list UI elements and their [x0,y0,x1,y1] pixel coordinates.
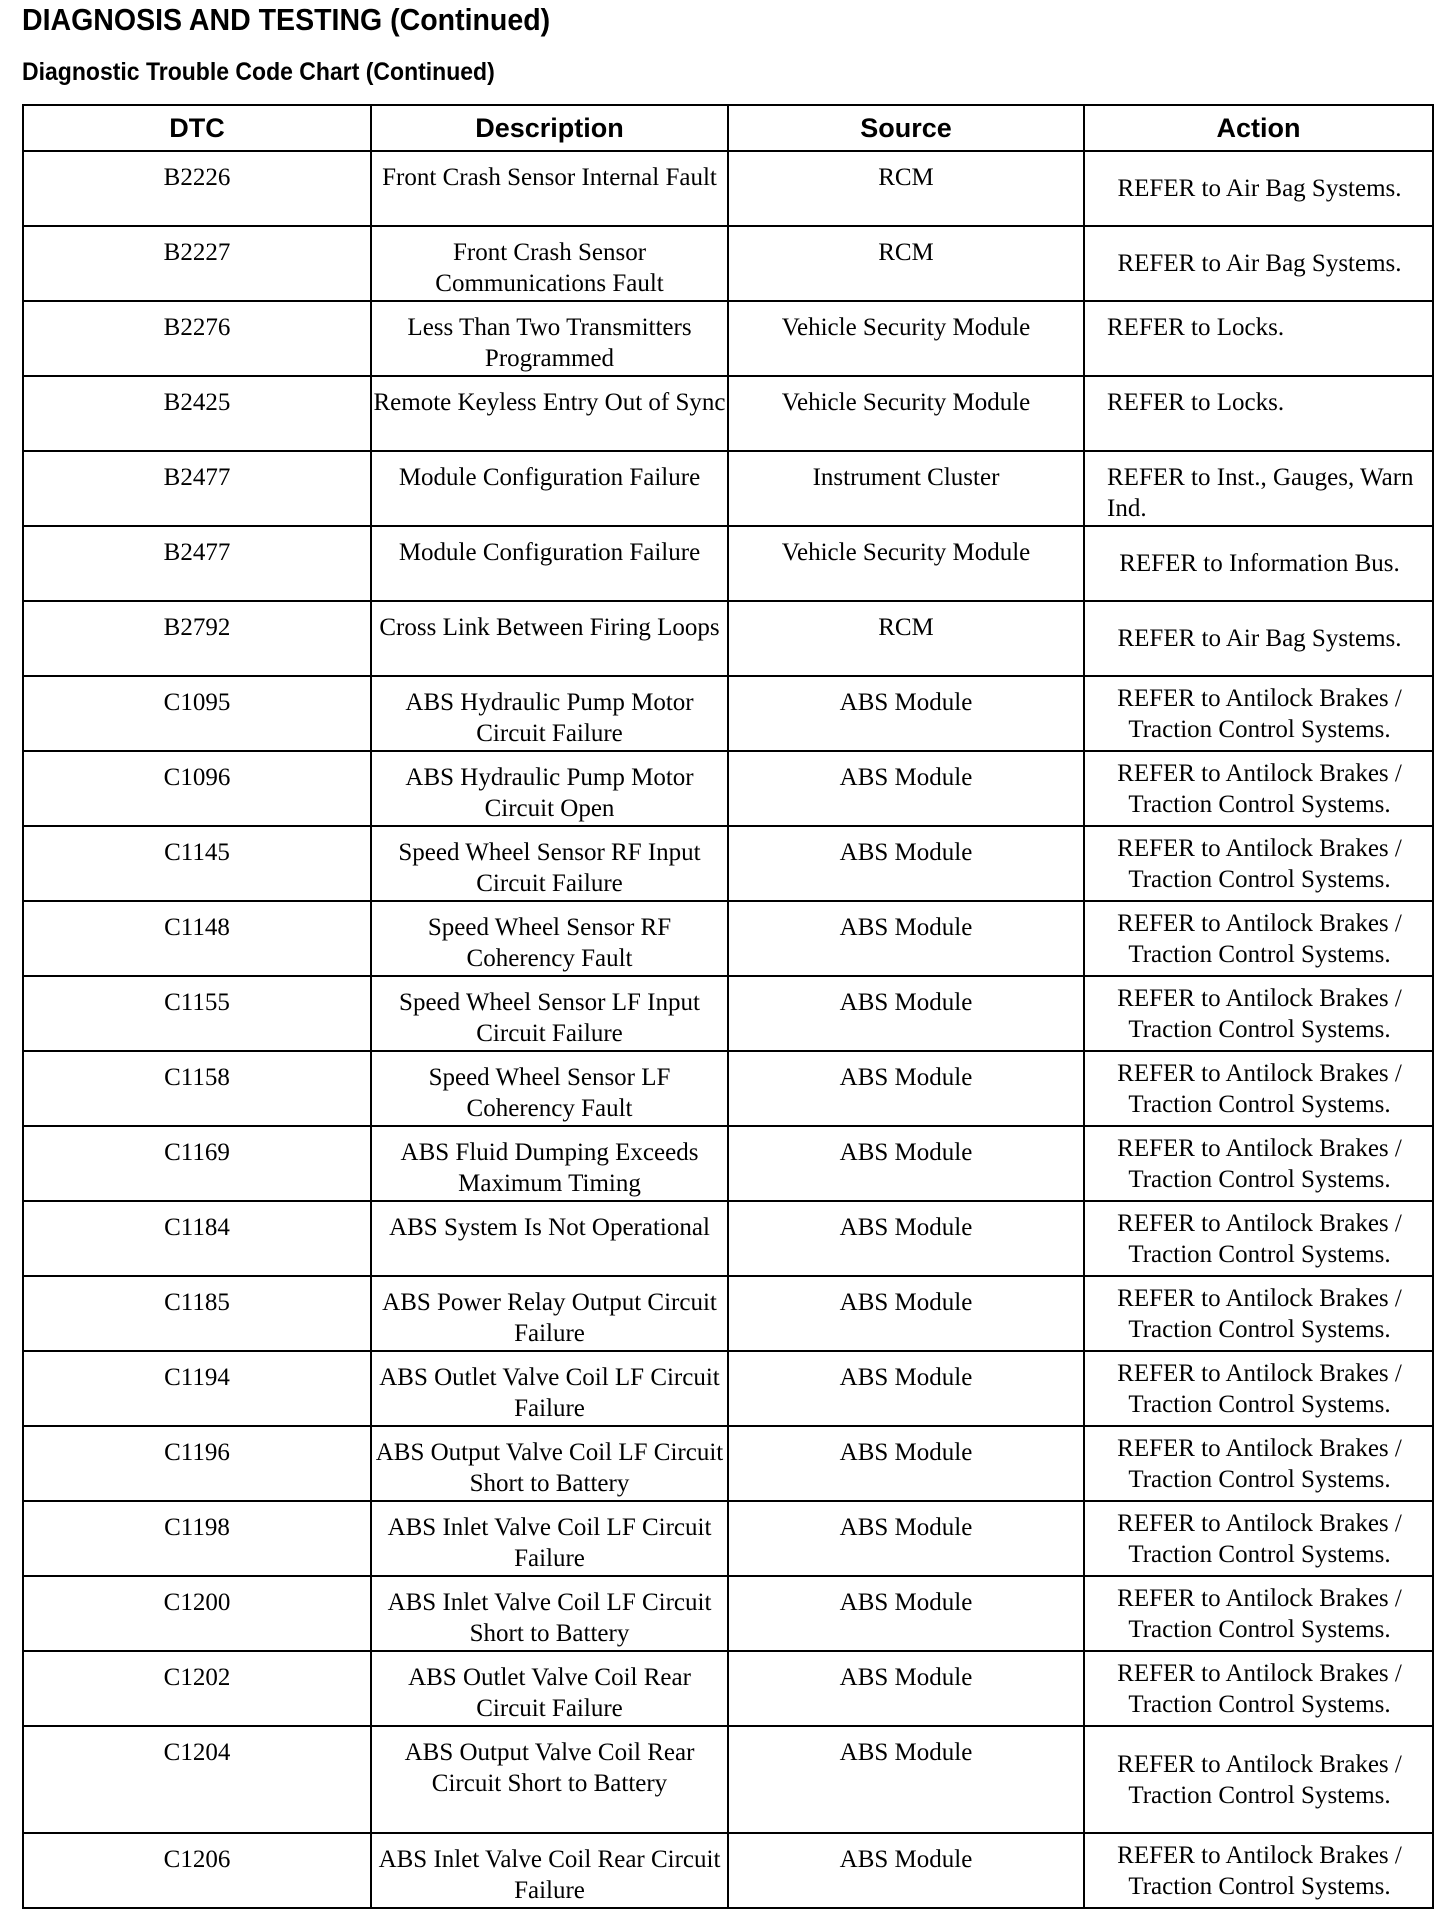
source-cell: RCM [728,226,1084,301]
source-cell: Instrument Cluster [728,451,1084,526]
dtc-cell: C1096 [23,751,371,826]
chart-title: Diagnostic Trouble Code Chart (Continued) [22,58,495,86]
description-cell: ABS Output Valve Coil LF Circuit Short to Battery [371,1426,728,1501]
source-cell: ABS Module [728,1201,1084,1276]
action-cell: REFER to Inst., Gauges, Warn Ind. [1084,451,1433,526]
table-row [23,976,1433,1051]
dtc-cell: C1148 [23,901,371,976]
source-cell: RCM [728,601,1084,676]
action-cell: REFER to Antilock Brakes / Traction Control Systems. [1084,1351,1433,1426]
action-cell: REFER to Antilock Brakes / Traction Control Systems. [1084,1276,1433,1351]
table-row [23,226,1433,301]
description-cell: Front Crash Sensor Internal Fault [371,151,728,226]
dtc-cell: C1095 [23,676,371,751]
description-cell: ABS Hydraulic Pump Motor Circuit Open [371,751,728,826]
table-row [23,751,1433,826]
table-row [23,1501,1433,1576]
table-row [23,1426,1433,1501]
dtc-cell: C1185 [23,1276,371,1351]
source-cell: Vehicle Security Module [728,376,1084,451]
action-cell: REFER to Information Bus. [1084,526,1433,601]
dtc-table [22,104,1434,1909]
source-cell: ABS Module [728,976,1084,1051]
description-cell: Speed Wheel Sensor RF Coherency Fault [371,901,728,976]
table-row [23,1726,1433,1833]
source-cell: ABS Module [728,1426,1084,1501]
action-cell: REFER to Locks. [1084,301,1433,376]
description-cell: Cross Link Between Firing Loops [371,601,728,676]
action-cell: REFER to Antilock Brakes / Traction Control Systems. [1084,826,1433,901]
dtc-cell: B2425 [23,376,371,451]
source-cell: ABS Module [728,1576,1084,1651]
source-cell: ABS Module [728,1126,1084,1201]
action-cell: REFER to Antilock Brakes / Traction Control Systems. [1084,751,1433,826]
table-row [23,901,1433,976]
table-row [23,826,1433,901]
source-cell: ABS Module [728,1833,1084,1908]
description-cell: Remote Keyless Entry Out of Sync [371,376,728,451]
dtc-cell: C1169 [23,1126,371,1201]
description-cell: Module Configuration Failure [371,451,728,526]
source-cell: ABS Module [728,751,1084,826]
dtc-cell: B2276 [23,301,371,376]
action-cell: REFER to Antilock Brakes / Traction Control Systems. [1084,676,1433,751]
table-row [23,1833,1433,1908]
action-cell: REFER to Antilock Brakes / Traction Control Systems. [1084,1126,1433,1201]
dtc-cell: C1155 [23,976,371,1051]
description-cell: ABS Hydraulic Pump Motor Circuit Failure [371,676,728,751]
table-row [23,601,1433,676]
action-cell: REFER to Antilock Brakes / Traction Control Systems. [1084,976,1433,1051]
source-cell: ABS Module [728,1726,1084,1833]
dtc-cell: C1204 [23,1726,371,1833]
dtc-cell: B2226 [23,151,371,226]
action-cell: REFER to Antilock Brakes / Traction Control Systems. [1084,1833,1433,1908]
description-cell: ABS Outlet Valve Coil Rear Circuit Failure [371,1651,728,1726]
source-cell: ABS Module [728,676,1084,751]
description-cell: Speed Wheel Sensor LF Input Circuit Failure [371,976,728,1051]
header-dtc: DTC [23,105,371,151]
source-cell: ABS Module [728,1651,1084,1726]
dtc-cell: C1200 [23,1576,371,1651]
action-cell: REFER to Air Bag Systems. [1084,601,1433,676]
description-cell: Module Configuration Failure [371,526,728,601]
action-cell: REFER to Antilock Brakes / Traction Control Systems. [1084,1201,1433,1276]
dtc-cell: C1184 [23,1201,371,1276]
table-row [23,1576,1433,1651]
source-cell: ABS Module [728,1051,1084,1126]
action-cell: REFER to Air Bag Systems. [1084,151,1433,226]
description-cell: ABS Outlet Valve Coil LF Circuit Failure [371,1351,728,1426]
table-row [23,376,1433,451]
table-row [23,151,1433,226]
description-cell: ABS Power Relay Output Circuit Failure [371,1276,728,1351]
action-cell: REFER to Antilock Brakes / Traction Control Systems. [1084,1576,1433,1651]
source-cell: ABS Module [728,1276,1084,1351]
action-cell: REFER to Antilock Brakes / Traction Control Systems. [1084,1501,1433,1576]
description-cell: Speed Wheel Sensor LF Coherency Fault [371,1051,728,1126]
table-row [23,1126,1433,1201]
source-cell: RCM [728,151,1084,226]
dtc-cell: C1194 [23,1351,371,1426]
table-row [23,676,1433,751]
table-row [23,1201,1433,1276]
action-cell: REFER to Air Bag Systems. [1084,226,1433,301]
header-description: Description [371,105,728,151]
description-cell: ABS Output Valve Coil Rear Circuit Short to Battery [371,1726,728,1833]
source-cell: ABS Module [728,901,1084,976]
table-header-row [23,105,1433,151]
dtc-cell: C1145 [23,826,371,901]
action-cell: REFER to Antilock Brakes / Traction Control Systems. [1084,1726,1433,1833]
table-row [23,1276,1433,1351]
dtc-cell: B2477 [23,451,371,526]
table-row [23,1651,1433,1726]
header-source: Source [728,105,1084,151]
source-cell: Vehicle Security Module [728,301,1084,376]
description-cell: ABS Fluid Dumping Exceeds Maximum Timing [371,1126,728,1201]
dtc-cell: B2792 [23,601,371,676]
action-cell: REFER to Antilock Brakes / Traction Control Systems. [1084,1426,1433,1501]
dtc-cell: C1202 [23,1651,371,1726]
action-cell: REFER to Antilock Brakes / Traction Control Systems. [1084,901,1433,976]
action-cell: REFER to Locks. [1084,376,1433,451]
table-row [23,301,1433,376]
dtc-cell: C1198 [23,1501,371,1576]
action-cell: REFER to Antilock Brakes / Traction Control Systems. [1084,1051,1433,1126]
description-cell: Less Than Two Transmitters Programmed [371,301,728,376]
action-cell: REFER to Antilock Brakes / Traction Control Systems. [1084,1651,1433,1726]
source-cell: ABS Module [728,826,1084,901]
page-title: DIAGNOSIS AND TESTING (Continued) [22,2,551,37]
table-row [23,451,1433,526]
dtc-cell: C1206 [23,1833,371,1908]
description-cell: ABS Inlet Valve Coil LF Circuit Failure [371,1501,728,1576]
dtc-cell: C1158 [23,1051,371,1126]
description-cell: ABS Inlet Valve Coil LF Circuit Short to Battery [371,1576,728,1651]
dtc-cell: B2227 [23,226,371,301]
description-cell: ABS Inlet Valve Coil Rear Circuit Failure [371,1833,728,1908]
header-action: Action [1084,105,1433,151]
source-cell: ABS Module [728,1501,1084,1576]
dtc-cell: B2477 [23,526,371,601]
description-cell: ABS System Is Not Operational [371,1201,728,1276]
description-cell: Front Crash Sensor Communications Fault [371,226,728,301]
table-row [23,526,1433,601]
source-cell: Vehicle Security Module [728,526,1084,601]
source-cell: ABS Module [728,1351,1084,1426]
table-row [23,1051,1433,1126]
table-row [23,1351,1433,1426]
description-cell: Speed Wheel Sensor RF Input Circuit Failure [371,826,728,901]
dtc-cell: C1196 [23,1426,371,1501]
